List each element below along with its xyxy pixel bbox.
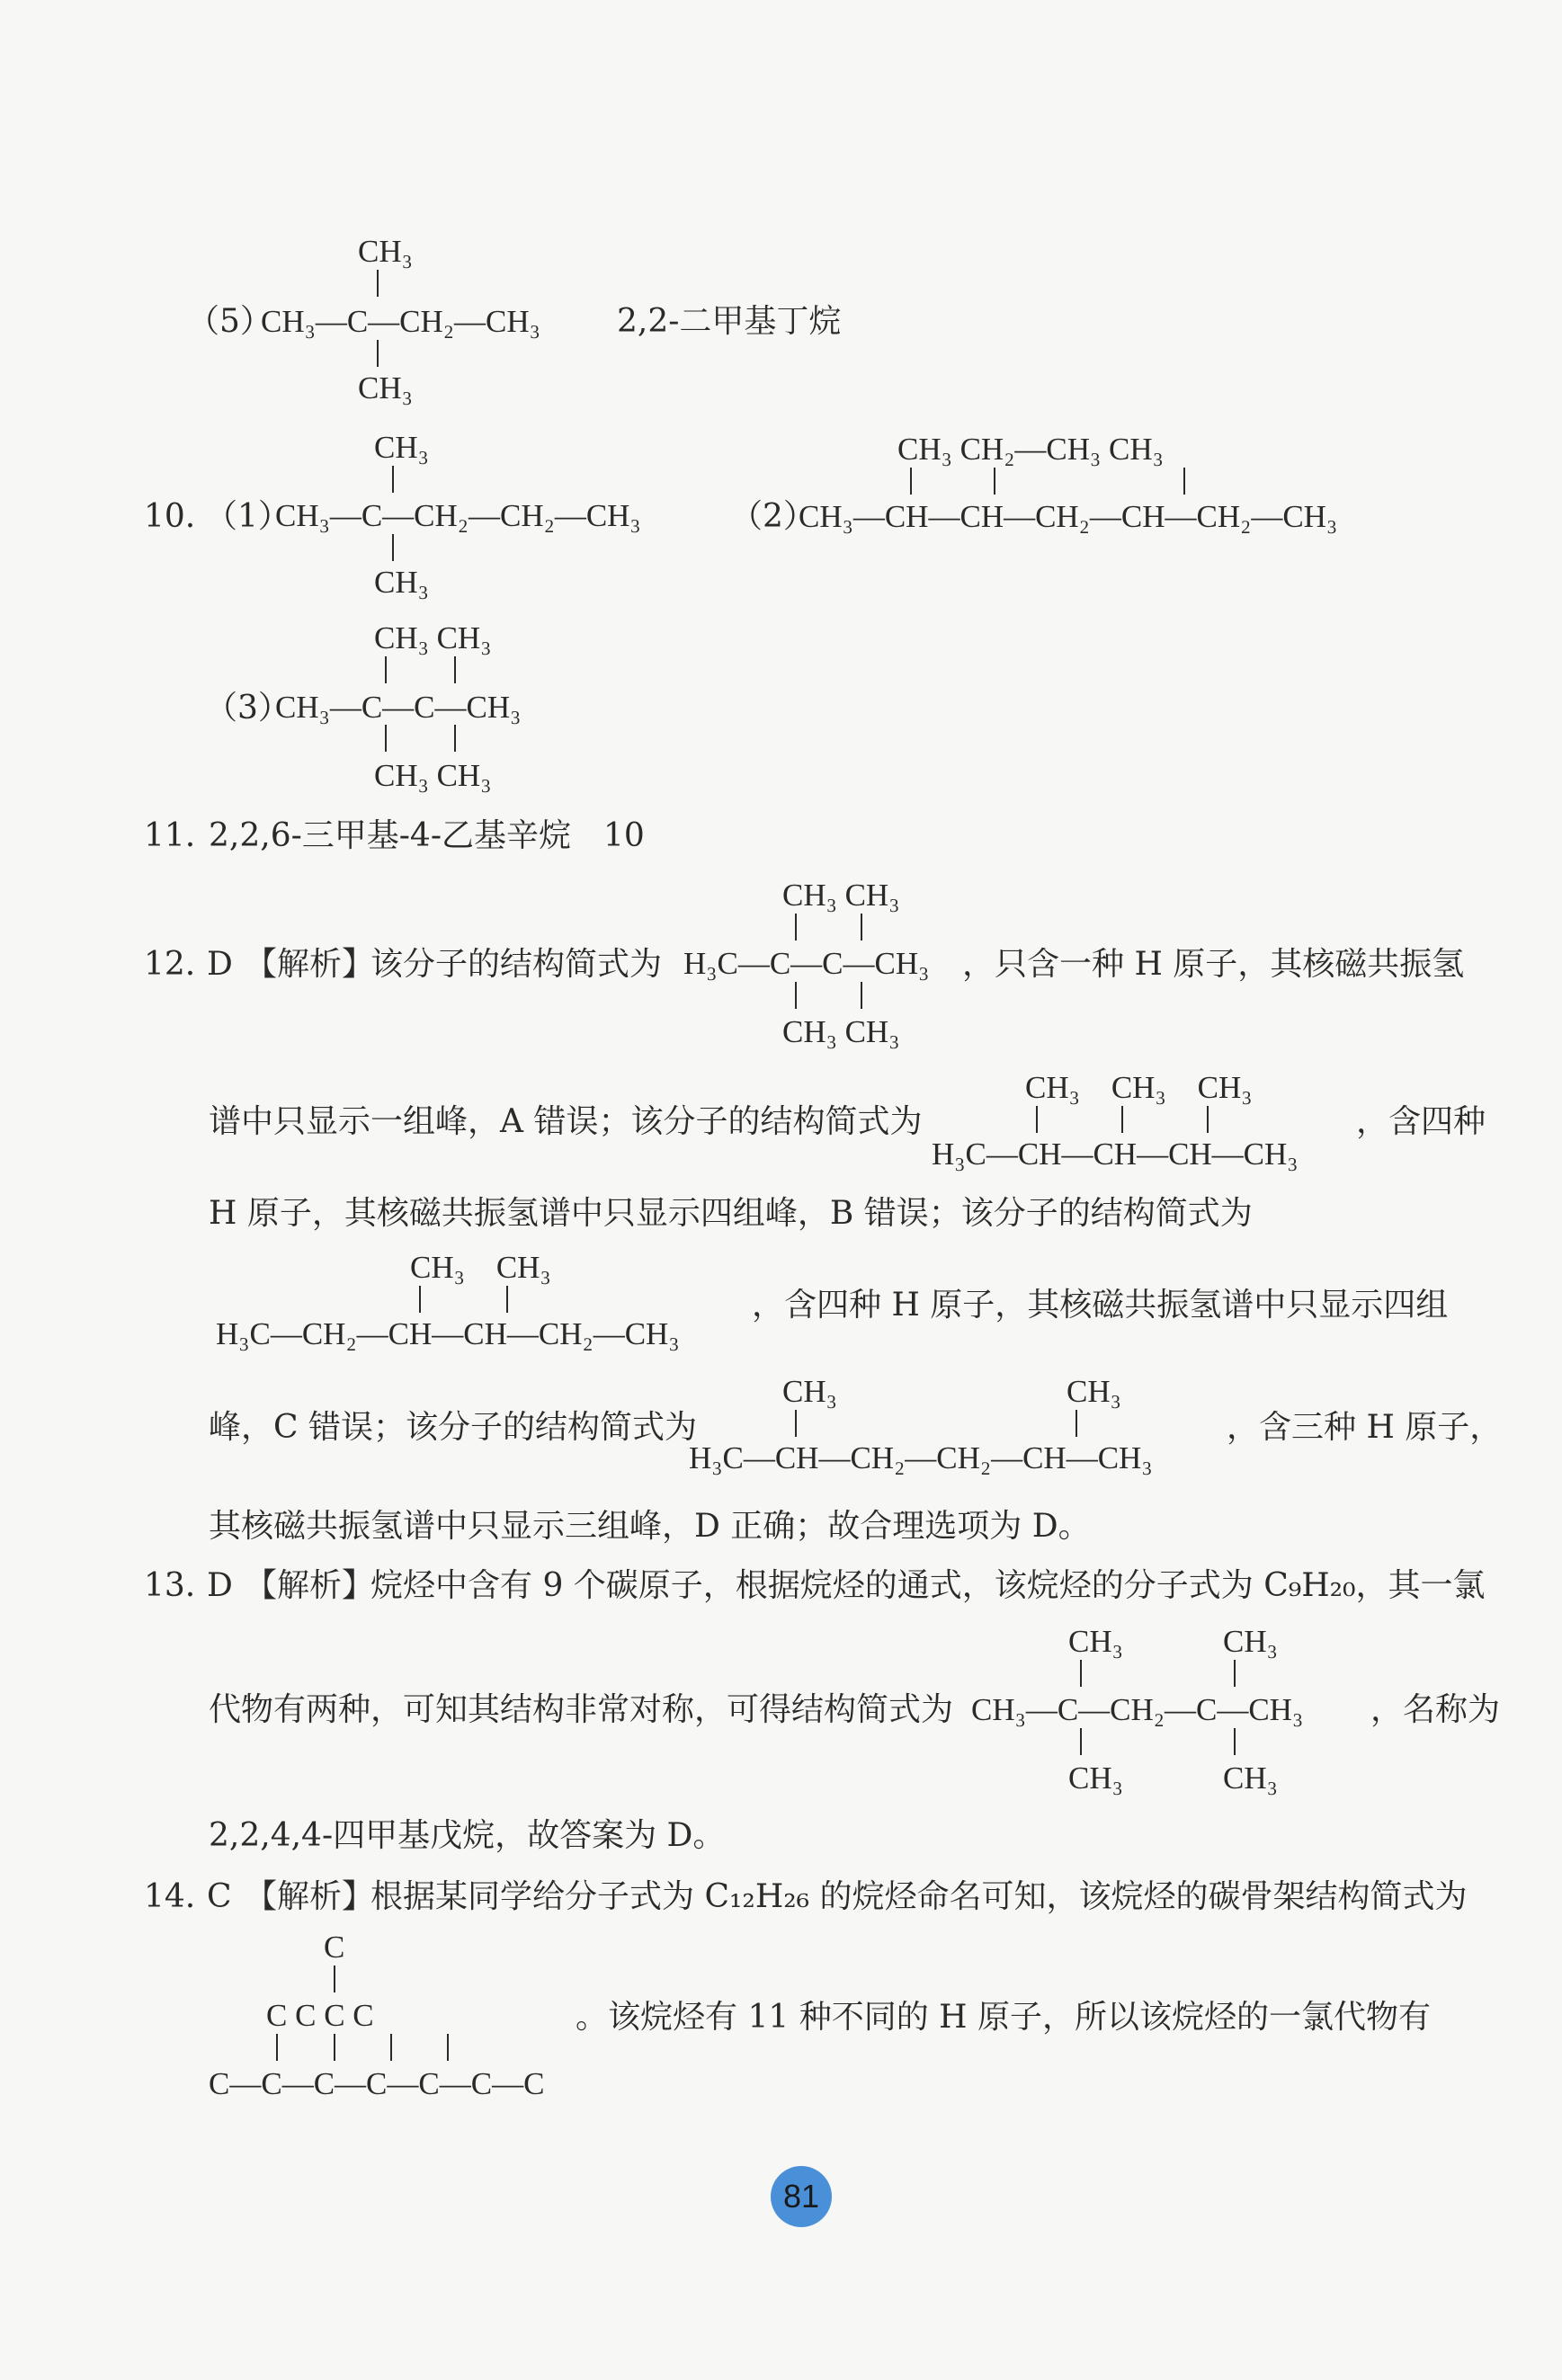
q14-analysis-tag: 【解析】 [245,1878,375,1915]
q12-f3-bond-2 [506,1286,508,1313]
q10-part2-formula-top: CH₃ CH₂—CH₃ CH₃ [897,432,1164,467]
q12-line5-a: 峰，C 错误；该分子的结构简式为 [209,1409,697,1446]
q13-f-bond-down-1 [1080,1728,1082,1755]
q10-part1-formula-bottom: CH₃ [374,565,429,600]
q12-line1-a: 该分子的结构简式为 [370,946,663,983]
q14-skeleton-top: C [324,1930,345,1965]
q10-part1-bond-down [392,534,394,561]
q12-f2-bond-3 [1207,1106,1209,1133]
q12-number: 12. [144,946,196,983]
q9-5-formula-main: CH₃—C—CH₂—CH₃ [261,304,540,339]
q14-skeleton-bond-2 [334,2034,335,2061]
q10-part3-formula-main: CH₃—C—C—CH₃ [275,690,522,725]
q11-answer: 2,2,6-三甲基-4-乙基辛烷 10 [209,817,645,854]
q12-line4: ，含四种 H 原子，其核磁共振氢谱中只显示四组 [752,1287,1449,1324]
q12-f2-main: H₃C—CH—CH—CH—CH₃ [932,1137,1299,1172]
q12-line5-b: ，含三种 H 原子， [1227,1409,1503,1446]
q14-answer: C [207,1878,232,1915]
q10-part2-bond-2 [994,468,995,495]
q13-f-bottom-left: CH₃ [1068,1760,1123,1796]
q14-skeleton-main: C—C—C—C—C—C—C [209,2066,545,2101]
q12-f3-main: H₃C—CH₂—CH—CH—CH₂—CH₃ [216,1316,680,1351]
q12-line2-b: ，含四种 [1356,1103,1486,1140]
q14-skeleton-bond-3 [390,2034,392,2061]
q13-line2-a: 代物有两种，可知其结构非常对称，可得结构简式为 [209,1691,954,1728]
q10-part1-formula-top: CH₃ [374,430,429,465]
q10-part3-bond-up-2 [454,656,456,683]
q12-f4-main: H₃C—CH—CH₂—CH₂—CH—CH₃ [689,1440,1153,1475]
q13-analysis-tag: 【解析】 [245,1567,375,1604]
q13-f-bond-up-1 [1080,1660,1082,1687]
q12-f4-bond-1 [795,1410,797,1437]
q11-number: 11. [144,817,196,854]
q13-answer: D [207,1567,233,1604]
q14-line2: 。该烷烃有 11 种不同的 H 原子，所以该烷烃的一氯代物有 [576,1999,1431,2036]
q12-f2-bond-2 [1121,1106,1123,1133]
q13-f-main: CH₃—C—CH₂—C—CH₃ [971,1692,1304,1727]
q13-f-bond-up-2 [1234,1660,1236,1687]
q10-part3-bond-down-1 [385,725,387,752]
q12-line2-a: 谱中只显示一组峰，A 错误；该分子的结构简式为 [209,1103,923,1140]
q10-part3-label: （3） [205,690,290,726]
q13-number: 13. [144,1567,196,1604]
q9-5-name: 2,2-二甲基丁烷 [617,303,842,340]
q13-f-top-right: CH₃ [1223,1624,1278,1659]
q13-line1: 烷烃中含有 9 个碳原子，根据烷烃的通式，该烷烃的分子式为 C₉H₂₀，其一氯 [370,1567,1486,1604]
q12-analysis-tag: 【解析】 [245,946,375,983]
q14-skeleton-mid: C C C C [266,1998,374,2033]
q12-f3-top: CH₃ CH₃ [410,1250,551,1285]
q10-part3-bond-up-1 [385,656,387,683]
q12-f4-top-right: CH₃ [1067,1374,1121,1409]
q9-5-label: （5） [187,303,272,340]
q9-5-bond-up [377,270,379,297]
q13-f-top-left: CH₃ [1068,1624,1123,1659]
q14-line1: 根据某同学给分子式为 C₁₂H₂₆ 的烷烃命名可知，该烷烃的碳骨架结构简式为 [370,1878,1468,1915]
q13-f-bottom-right: CH₃ [1223,1760,1278,1796]
q12-line1-b: ，只含一种 H 原子，其核磁共振氢 [962,946,1465,983]
q12-line3: H 原子，其核磁共振氢谱中只显示四组峰，B 错误；该分子的结构简式为 [209,1195,1253,1232]
q12-line6: 其核磁共振氢谱中只显示三组峰，D 正确；故合理选项为 D。 [209,1508,1091,1545]
q9-5-bond-down [377,340,379,367]
q12-f2-bond-1 [1036,1106,1038,1133]
q10-part2-label: （2） [730,498,816,535]
q10-part2-bond-1 [910,468,912,495]
q12-f1-top: CH₃ CH₃ [782,878,900,913]
q9-5-formula-top: CH₃ [358,234,413,269]
q10-number: 10. [144,498,196,535]
q12-f1-bond-down-2 [861,982,862,1009]
q10-part3-formula-top: CH₃ CH₃ [374,620,492,655]
q10-part1-bond-up [392,466,394,493]
q12-f1-main: H₃C—C—C—CH₃ [683,946,930,981]
q14-number: 14. [144,1878,196,1915]
q12-f4-bond-2 [1076,1410,1077,1437]
q14-skeleton-bond-4 [447,2034,449,2061]
q12-f3-bond-1 [419,1286,421,1313]
q10-part1-label: （1） [205,498,290,535]
q12-f2-top: CH₃ CH₃ CH₃ [1025,1070,1253,1105]
q10-part2-bond-3 [1183,468,1185,495]
q13-line2-b: ，名称为 [1370,1691,1501,1728]
q10-part3-formula-bottom: CH₃ CH₃ [374,758,492,793]
q12-f1-bottom: CH₃ CH₃ [782,1014,900,1049]
q12-f4-top-left: CH₃ [782,1374,837,1409]
q10-part3-bond-down-2 [454,725,456,752]
page-number-badge: 81 [771,2166,832,2227]
q10-part1-formula-main: CH₃—C—CH₂—CH₂—CH₃ [275,498,641,533]
q14-skeleton-bond-1 [276,2034,278,2061]
q13-line3: 2,2,4,4-四甲基戊烷，故答案为 D。 [209,1817,726,1854]
q12-f1-bond-up-2 [861,914,862,940]
q12-answer: D [207,946,233,983]
q12-f1-bond-down-1 [795,982,797,1009]
q10-part2-formula-main: CH₃—CH—CH—CH₂—CH—CH₂—CH₃ [799,499,1338,534]
q12-f1-bond-up-1 [795,914,797,940]
q9-5-formula-bottom: CH₃ [358,370,413,406]
q14-skeleton-bond-top [334,1966,335,1992]
q13-f-bond-down-2 [1234,1728,1236,1755]
